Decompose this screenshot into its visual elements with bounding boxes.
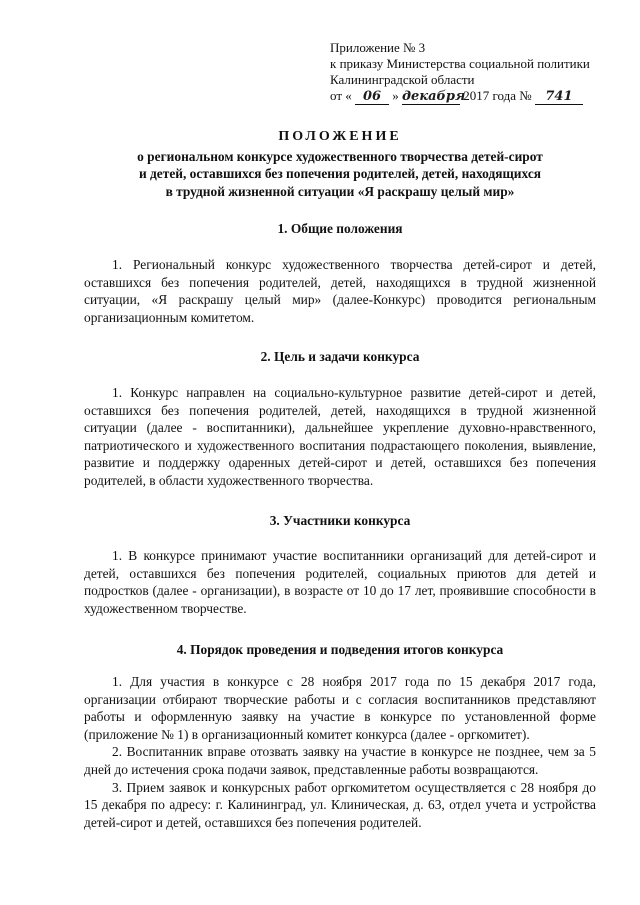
approval-block — [330, 40, 630, 105]
handwritten-order-number: 741 — [535, 90, 583, 105]
approval-line-3: Калининградской области — [330, 72, 475, 87]
section-2-paragraph-1: 1. Конкурс направлен на социально-культурное развитие детей-сирот и детей, оставшихся без попечения родителей, детей, находящихся в трудной жизненной ситуации (далее - воспитанники), дальнейшее укрепление духовно-нравственного, патриотического и художественного воспитания подрастающего поколения, выявление, развитие и поддержку одаренных детей-сирот и детей, оставшихся без попечения родителей, в области художественного творчества. — [84, 384, 596, 488]
document-body — [84, 128, 596, 831]
date-mid: » — [392, 88, 399, 103]
section-heading-2: 2. Цель и задачи конкурса — [260, 349, 420, 365]
section-heading-4: 4. Порядок проведения и подведения итогов конкурса — [176, 642, 504, 658]
section-4-paragraph-1: 1. Для участия в конкурсе с 28 ноября 2017 года по 15 декабря 2017 года, организации отбирают творческие работы и с согласия воспитанников представляют работы и оформленную заявку на участие в конкурсе по установленной форме (приложение № 1) в организационный комитет конкурса (далее - оргкомитет). — [84, 674, 596, 742]
document-subtitle-line-3: в трудной жизненной ситуации «Я раскрашу целый мир» — [165, 183, 515, 199]
section-heading-1: 1. Общие положения — [277, 221, 403, 237]
document-title: ПОЛОЖЕНИЕ — [278, 129, 402, 144]
section-4-paragraph-2: 2. Воспитанник вправе отозвать заявку на участие в конкурсе не позднее, чем за 5 дней до истечения срока подачи заявок, представленные работы возвращаются. — [84, 744, 596, 778]
approval-line-1: Приложение № 3 — [330, 40, 426, 55]
section-heading-3: 3. Участники конкурса — [269, 512, 411, 528]
section-1-paragraph-1: 1. Региональный конкурс художественного творчества детей-сирот и детей, оставшихся без попечения родителей, детей, находящихся в трудной жизненной ситуации, «Я раскрашу целый мир» (далее-Конкурс) проводится региональным организационным комитетом. — [84, 256, 596, 325]
document-subtitle-line-2: и детей, оставшихся без попечения родителей, детей, находящихся — [138, 166, 542, 182]
date-prefix: от « — [330, 88, 352, 103]
approval-line-2: к приказу Министерства социальной политики — [330, 56, 590, 71]
section-4-paragraph-3: 3. Прием заявок и конкурсных работ оргкомитетом осуществляется с 28 ноября до 15 декабря по адресу: г. Калининград, ул. Клиническая, д. 63, отдел учета и устройства детей-сирот и детей, оставшихся без попечения родителей. — [84, 779, 596, 830]
approval-date-line — [330, 88, 630, 105]
date-year-text: 2017 года № — [463, 88, 532, 103]
document-subtitle-line-1: о региональном конкурсе художественного творчества детей-сирот — [137, 148, 543, 164]
handwritten-day: 06 — [355, 90, 389, 105]
handwritten-month: декабря — [402, 89, 466, 104]
section-3-paragraph-1: 1. В конкурсе принимают участие воспитанники организаций для детей-сирот и детей, оставшихся без попечения родителей, социальных приютов для детей и подростков (далее - организации), в возрасте от 10 до 17 лет, проявившие способности в художественном творчестве. — [84, 548, 596, 616]
